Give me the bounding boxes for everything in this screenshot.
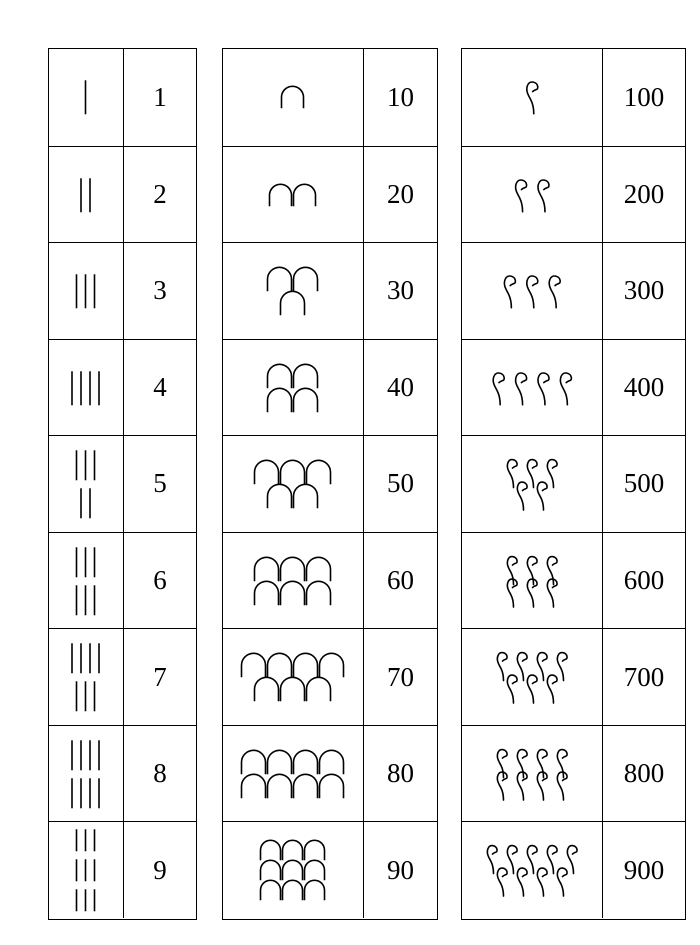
stroke-glyph-cell bbox=[49, 340, 124, 436]
table-row bbox=[49, 49, 196, 146]
coil-of-rope-glyph-cell bbox=[462, 340, 603, 436]
numeral-glyph bbox=[268, 388, 292, 412]
numeral-glyph bbox=[255, 460, 279, 484]
numeral-glyph bbox=[294, 750, 318, 774]
numeral-glyph bbox=[283, 881, 303, 901]
numeral-glyph bbox=[242, 654, 266, 678]
table-row bbox=[49, 242, 196, 339]
numeral-glyph bbox=[527, 579, 537, 607]
table-row bbox=[462, 435, 685, 532]
coil-of-rope-glyphs bbox=[462, 726, 602, 822]
table-row bbox=[462, 242, 685, 339]
numeral-glyph bbox=[294, 184, 316, 206]
numeral-glyph bbox=[281, 460, 305, 484]
coil-of-rope-glyph-cell bbox=[462, 822, 603, 918]
numeral-glyph bbox=[307, 581, 331, 605]
stroke-glyph-cell bbox=[49, 629, 124, 725]
numeral-glyph bbox=[538, 373, 549, 405]
numeral-glyph bbox=[527, 276, 538, 308]
table-row bbox=[223, 242, 437, 339]
stroke-glyph-cell bbox=[49, 533, 124, 629]
numeral-glyph bbox=[320, 774, 344, 798]
table-row bbox=[49, 628, 196, 725]
numeral-glyph bbox=[261, 841, 281, 861]
numeral-glyph bbox=[307, 557, 331, 581]
numeral-glyph bbox=[497, 772, 507, 800]
numeral-glyph bbox=[305, 841, 325, 861]
table-row bbox=[223, 49, 437, 146]
table-row bbox=[462, 532, 685, 629]
numeral-glyph bbox=[255, 557, 279, 581]
numeral-glyph bbox=[507, 579, 517, 607]
numeral-glyph bbox=[268, 484, 292, 508]
numeral-glyph bbox=[255, 678, 279, 702]
numeral-glyph bbox=[517, 482, 527, 510]
heel-bone-arch-glyphs bbox=[223, 822, 363, 918]
numeral-glyph bbox=[268, 364, 292, 388]
numeral-glyph bbox=[547, 846, 557, 874]
numeral-glyph bbox=[557, 653, 567, 681]
stroke-glyphs bbox=[49, 726, 123, 822]
numeral-glyph bbox=[320, 750, 344, 774]
numeral-glyph bbox=[527, 82, 538, 114]
heel-bone-arch-glyphs bbox=[223, 340, 363, 436]
number-label: 500 bbox=[623, 468, 665, 499]
number-label: 6 bbox=[153, 565, 167, 596]
coil-of-rope-glyphs bbox=[462, 49, 602, 146]
numeral-glyph bbox=[294, 654, 318, 678]
numeral-glyph bbox=[305, 881, 325, 901]
table-row bbox=[49, 435, 196, 532]
numeral-glyph bbox=[294, 484, 318, 508]
numeral-glyph bbox=[283, 861, 303, 881]
stroke-glyph-cell bbox=[49, 436, 124, 532]
numeral-glyph bbox=[268, 267, 292, 291]
stroke-glyphs bbox=[49, 822, 123, 918]
table-row bbox=[223, 821, 437, 918]
numeral-glyph bbox=[527, 846, 537, 874]
number-label: 40 bbox=[387, 371, 414, 402]
number-label: 7 bbox=[153, 661, 167, 692]
table-row bbox=[49, 532, 196, 629]
heel-bone-arch-glyph-cell bbox=[223, 340, 364, 436]
heel-bone-arch-glyph-cell bbox=[223, 822, 364, 918]
number-label: 2 bbox=[153, 178, 167, 209]
numeral-glyph bbox=[268, 750, 292, 774]
numeral-glyph bbox=[547, 460, 557, 488]
stroke-glyph-cell bbox=[49, 243, 124, 339]
numeral-glyph bbox=[557, 868, 567, 896]
numeral-glyph bbox=[242, 750, 266, 774]
table-row bbox=[49, 821, 196, 918]
number-label: 70 bbox=[387, 661, 414, 692]
stroke-glyphs bbox=[49, 147, 123, 243]
numeral-glyph bbox=[294, 388, 318, 412]
number-label: 700 bbox=[623, 661, 665, 692]
numeral-glyph bbox=[527, 460, 537, 488]
stroke-glyphs bbox=[49, 436, 123, 532]
heel-bone-arch-glyph-cell bbox=[223, 243, 364, 339]
numeral-glyph bbox=[281, 581, 305, 605]
table-row bbox=[223, 339, 437, 436]
table-row bbox=[462, 49, 685, 146]
numeral-glyph bbox=[487, 846, 497, 874]
numeral-glyph bbox=[281, 291, 305, 315]
coil-of-rope-glyph-cell bbox=[462, 436, 603, 532]
stroke-glyphs bbox=[49, 340, 123, 436]
number-label: 600 bbox=[623, 565, 665, 596]
numeral-glyph bbox=[516, 373, 527, 405]
table-row bbox=[49, 146, 196, 243]
table-row bbox=[223, 628, 437, 725]
number-label: 200 bbox=[623, 178, 665, 209]
ones-table bbox=[48, 48, 197, 920]
stroke-glyph-cell bbox=[49, 147, 124, 243]
heel-bone-arch-glyphs bbox=[223, 436, 363, 532]
numeral-glyph bbox=[517, 772, 527, 800]
stroke-glyph-cell bbox=[49, 822, 124, 918]
coil-of-rope-glyphs bbox=[462, 822, 602, 918]
numeral-glyph bbox=[547, 579, 557, 607]
hundreds-table bbox=[461, 48, 686, 920]
table-row bbox=[223, 532, 437, 629]
coil-of-rope-glyph-cell bbox=[462, 726, 603, 822]
numeral-glyph bbox=[517, 653, 527, 681]
numeral-glyph bbox=[268, 774, 292, 798]
numeral-glyph bbox=[527, 675, 537, 703]
coil-of-rope-glyphs bbox=[462, 629, 602, 725]
numeral-glyph bbox=[567, 846, 577, 874]
heel-bone-arch-glyphs bbox=[223, 147, 363, 243]
tens-table bbox=[222, 48, 438, 920]
number-label: 300 bbox=[623, 275, 665, 306]
numeral-glyph bbox=[294, 774, 318, 798]
numeral-glyph bbox=[320, 654, 344, 678]
numeral-glyph bbox=[537, 868, 547, 896]
heel-bone-arch-glyph-cell bbox=[223, 629, 364, 725]
numeral-glyph bbox=[549, 276, 560, 308]
number-label: 4 bbox=[153, 371, 167, 402]
number-label: 400 bbox=[623, 371, 665, 402]
numeral-glyph bbox=[497, 653, 507, 681]
table-row bbox=[223, 725, 437, 822]
numeral-glyph bbox=[557, 772, 567, 800]
stroke-glyphs bbox=[49, 629, 123, 725]
heel-bone-arch-glyph-cell bbox=[223, 436, 364, 532]
numeral-glyph bbox=[517, 868, 527, 896]
numeral-glyph bbox=[242, 774, 266, 798]
heel-bone-arch-glyph-cell bbox=[223, 49, 364, 146]
table-row bbox=[462, 725, 685, 822]
table-row bbox=[462, 821, 685, 918]
heel-bone-arch-glyph-cell bbox=[223, 726, 364, 822]
numeral-glyph bbox=[547, 675, 557, 703]
heel-bone-arch-glyphs bbox=[223, 533, 363, 629]
coil-of-rope-glyphs bbox=[462, 243, 602, 339]
numeral-glyph bbox=[497, 868, 507, 896]
numeral-glyph bbox=[255, 581, 279, 605]
numeral-glyph bbox=[307, 460, 331, 484]
coil-of-rope-glyphs bbox=[462, 147, 602, 243]
number-label: 20 bbox=[387, 178, 414, 209]
numeral-glyph bbox=[504, 276, 515, 308]
number-label: 1 bbox=[153, 81, 167, 112]
number-label: 80 bbox=[387, 758, 414, 789]
heel-bone-arch-glyph-cell bbox=[223, 533, 364, 629]
heel-bone-arch-glyphs bbox=[223, 49, 363, 146]
coil-of-rope-glyph-cell bbox=[462, 49, 603, 146]
coil-of-rope-glyphs bbox=[462, 533, 602, 629]
table-row bbox=[462, 339, 685, 436]
numeral-glyph bbox=[493, 373, 504, 405]
number-label: 100 bbox=[623, 81, 665, 112]
numeral-glyph bbox=[538, 180, 549, 212]
numeral-glyph bbox=[507, 846, 517, 874]
coil-of-rope-glyph-cell bbox=[462, 243, 603, 339]
table-row bbox=[462, 628, 685, 725]
numeral-glyph bbox=[281, 678, 305, 702]
number-label: 30 bbox=[387, 275, 414, 306]
numeral-glyph bbox=[268, 654, 292, 678]
coil-of-rope-glyph-cell bbox=[462, 629, 603, 725]
numeral-glyph bbox=[283, 841, 303, 861]
table-row bbox=[223, 435, 437, 532]
number-label: 8 bbox=[153, 758, 167, 789]
stroke-glyphs bbox=[49, 533, 123, 629]
numeral-glyph bbox=[560, 373, 571, 405]
numeral-glyph bbox=[307, 678, 331, 702]
number-label: 800 bbox=[623, 758, 665, 789]
heel-bone-arch-glyphs bbox=[223, 726, 363, 822]
stroke-glyph-cell bbox=[49, 49, 124, 146]
number-label: 9 bbox=[153, 854, 167, 885]
numeral-glyph bbox=[537, 772, 547, 800]
numeral-glyph bbox=[294, 364, 318, 388]
number-label: 50 bbox=[387, 468, 414, 499]
heel-bone-arch-glyphs bbox=[223, 243, 363, 339]
coil-of-rope-glyph-cell bbox=[462, 147, 603, 243]
number-label: 3 bbox=[153, 275, 167, 306]
table-row bbox=[223, 146, 437, 243]
numeral-glyph bbox=[261, 881, 281, 901]
stroke-glyph-cell bbox=[49, 726, 124, 822]
heel-bone-arch-glyph-cell bbox=[223, 147, 364, 243]
numeral-glyph bbox=[294, 267, 318, 291]
numeral-glyph bbox=[537, 653, 547, 681]
stroke-glyphs bbox=[49, 49, 123, 146]
heel-bone-arch-glyphs bbox=[223, 629, 363, 725]
coil-of-rope-glyphs bbox=[462, 436, 602, 532]
number-label: 10 bbox=[387, 81, 414, 112]
numeral-glyph bbox=[305, 861, 325, 881]
number-label: 900 bbox=[623, 854, 665, 885]
numeral-glyph bbox=[516, 180, 527, 212]
stroke-glyphs bbox=[49, 243, 123, 339]
numeral-glyph bbox=[270, 184, 292, 206]
coil-of-rope-glyphs bbox=[462, 340, 602, 436]
table-row bbox=[49, 725, 196, 822]
table-row bbox=[462, 146, 685, 243]
numeral-glyph bbox=[281, 557, 305, 581]
numeral-glyph bbox=[507, 460, 517, 488]
numeral-glyph bbox=[261, 861, 281, 881]
number-label: 5 bbox=[153, 468, 167, 499]
number-label: 90 bbox=[387, 854, 414, 885]
table-row bbox=[49, 339, 196, 436]
coil-of-rope-glyph-cell bbox=[462, 533, 603, 629]
number-label: 60 bbox=[387, 565, 414, 596]
numeral-glyph bbox=[537, 482, 547, 510]
numeral-glyph bbox=[282, 86, 304, 108]
numeral-glyph bbox=[507, 675, 517, 703]
